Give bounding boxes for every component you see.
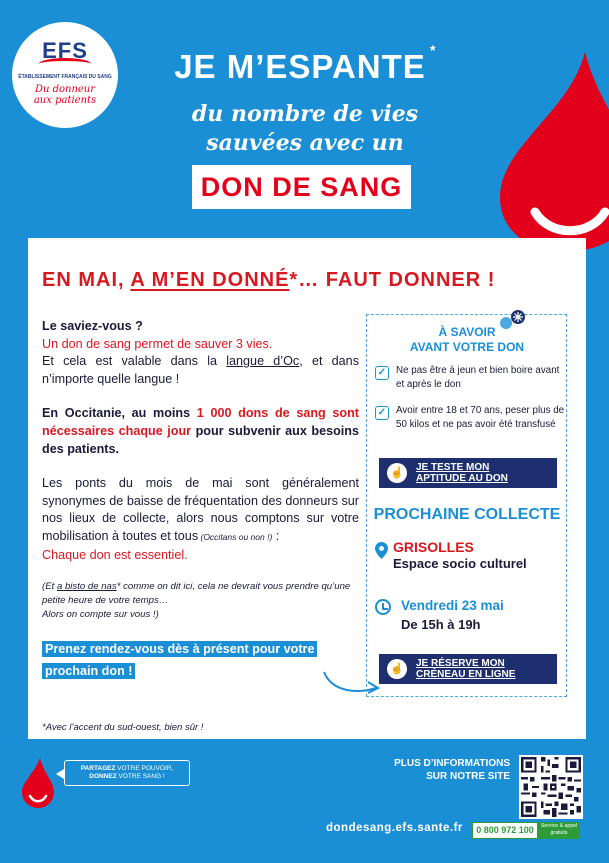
website-link[interactable]: dondesang.efs.sante.fr <box>326 822 463 834</box>
checkbox-icon: ✓ <box>375 366 389 380</box>
phone-tag-1: Service & appel <box>540 823 578 829</box>
occitanie-red: 1 000 dons de sang sont nécessaires chaque jour <box>42 406 359 438</box>
speech-bubble-tail <box>56 769 64 779</box>
headline-star: * <box>430 42 436 58</box>
main-panel <box>28 238 586 739</box>
bubble-2b: VOTRE SANG ! <box>116 773 165 780</box>
collection-city: GRISOLLES <box>393 539 474 555</box>
click-icon: ☝ <box>387 659 407 679</box>
note-link: a bisto de nas <box>56 581 117 593</box>
more-info-2: SUR NOTRE SITE <box>426 771 510 782</box>
cta-line-2: prochain don ! <box>42 663 135 679</box>
langue-doc-text-a: Et cela est valable dans la <box>42 354 227 369</box>
test-aptitude-label <box>416 462 556 484</box>
footnote: *Avec l’accent du sud-ouest, bien sûr ! <box>42 722 204 733</box>
langue-doc-link: langue d’Oc <box>226 354 300 369</box>
occitanie-text-b: pour subvenir aux besoins des patients. <box>42 423 359 456</box>
location-pin-icon <box>375 542 388 559</box>
checkbox-icon: ✓ <box>375 406 389 420</box>
click-icon: ☝ <box>387 463 407 483</box>
book-slot-label <box>416 658 556 680</box>
book-slot-label-1: JE RÉSERVE MON <box>416 658 505 669</box>
info-box <box>366 314 567 697</box>
langue-doc-text <box>42 353 359 388</box>
headline-subtitle-2: sauvées avec un <box>206 130 404 156</box>
phone-number[interactable]: 0 800 972 100 <box>472 822 538 839</box>
info-heading <box>367 325 567 355</box>
headline-title: JE M’ESPANTE <box>174 48 426 85</box>
headline-highlight-box <box>192 165 411 209</box>
langue-doc-text-b: , et dans n’importe quelle langue ! <box>42 354 359 386</box>
ponts-text-small: (Occitans ou non !) <box>198 531 273 542</box>
small-blood-drop-icon <box>20 758 56 808</box>
collection-hours: De 15h à 19h <box>401 617 481 632</box>
headline-subtitle-1: du nombre de vies <box>191 101 419 127</box>
panel-title-underlined: A M’EN DONNÉ <box>130 269 290 291</box>
occitanie-text <box>42 405 359 458</box>
logo-tagline-2: aux patients <box>33 95 97 106</box>
panel-title-end: *… FAUT DONNER ! <box>289 269 496 291</box>
ponts-colon: : <box>272 528 280 543</box>
next-collection-title: PROCHAINE COLLECTE <box>373 506 561 523</box>
book-slot-label-2: CRÉNEAU EN LIGNE <box>416 669 516 680</box>
fact-three-lives: Un don de sang permet de sauver 3 vies. <box>42 336 273 351</box>
occitanie-text-a: En Occitanie, au moins <box>42 406 197 421</box>
test-aptitude-label-1: JE TESTE MON <box>416 462 490 473</box>
blood-drop-icon <box>490 52 609 252</box>
clock-icon <box>375 599 391 615</box>
bubble-1b: VOTRE POUVOIR, <box>115 765 174 772</box>
tip-text: Ne pas être à jeun et bien boire avant et après le don <box>396 365 560 390</box>
headline-highlight: DON DE SANG <box>200 172 403 202</box>
body-text <box>42 318 359 682</box>
bubble-2a: DONNEZ <box>89 773 117 780</box>
note-text <box>42 580 359 622</box>
logo-arc <box>39 58 91 70</box>
ponts-text <box>42 475 359 546</box>
book-slot-button[interactable] <box>379 654 557 684</box>
share-bubble <box>64 760 190 786</box>
note-a: (Et <box>42 581 57 593</box>
note-c: Alors on compte sur vous !) <box>42 609 159 621</box>
collection-venue: Espace socio culturel <box>393 556 527 571</box>
test-aptitude-label-2: APTITUDE AU DON <box>416 473 508 484</box>
test-aptitude-button[interactable] <box>379 458 557 488</box>
logo-tagline <box>18 84 112 106</box>
panel-title-start: EN MAI, <box>42 269 131 291</box>
efs-logo <box>12 22 118 128</box>
panel-title <box>42 269 495 292</box>
info-heading-2: AVANT VOTRE DON <box>409 340 525 354</box>
note-b: * comme on dit ici, cela ne devrait vous prendre qu’une petite heure de votre temps… <box>42 581 351 607</box>
logo-subtitle: ÉTABLISSEMENT FRANÇAIS DU SANG <box>18 74 112 80</box>
bubble-1a: PARTAGEZ <box>80 765 116 772</box>
headline-subtitle <box>150 100 460 158</box>
phone-tag <box>538 822 580 839</box>
chaque-don: Chaque don est essentiel. <box>42 547 188 562</box>
did-you-know: Le saviez-vous ? <box>42 319 143 333</box>
info-heading-1: À SAVOIR <box>438 325 496 339</box>
qr-code-icon[interactable] <box>519 755 583 819</box>
more-info <box>360 757 510 783</box>
collection-date: Vendredi 23 mai <box>401 598 504 613</box>
logo-name: EFS <box>42 38 88 63</box>
ponts-text-main: Les ponts du mois de mai sont généralement synonymes de baisse de fréquentation des donneurs sur nos lieux de collecte, alors nous comptons sur votre mobilisation à toutes et tous <box>42 476 359 543</box>
more-info-1: PLUS D’INFORMATIONS <box>394 758 510 769</box>
logo-tagline-1: Du donneur <box>34 84 96 95</box>
phone-tag-2: gratuits <box>550 830 568 836</box>
tip-text: Avoir entre 18 et 70 ans, peser plus de 50 kilos et ne pas avoir été transfusé <box>396 405 565 430</box>
cta-line-1: Prenez rendez-vous dès à présent pour votre <box>42 641 317 657</box>
